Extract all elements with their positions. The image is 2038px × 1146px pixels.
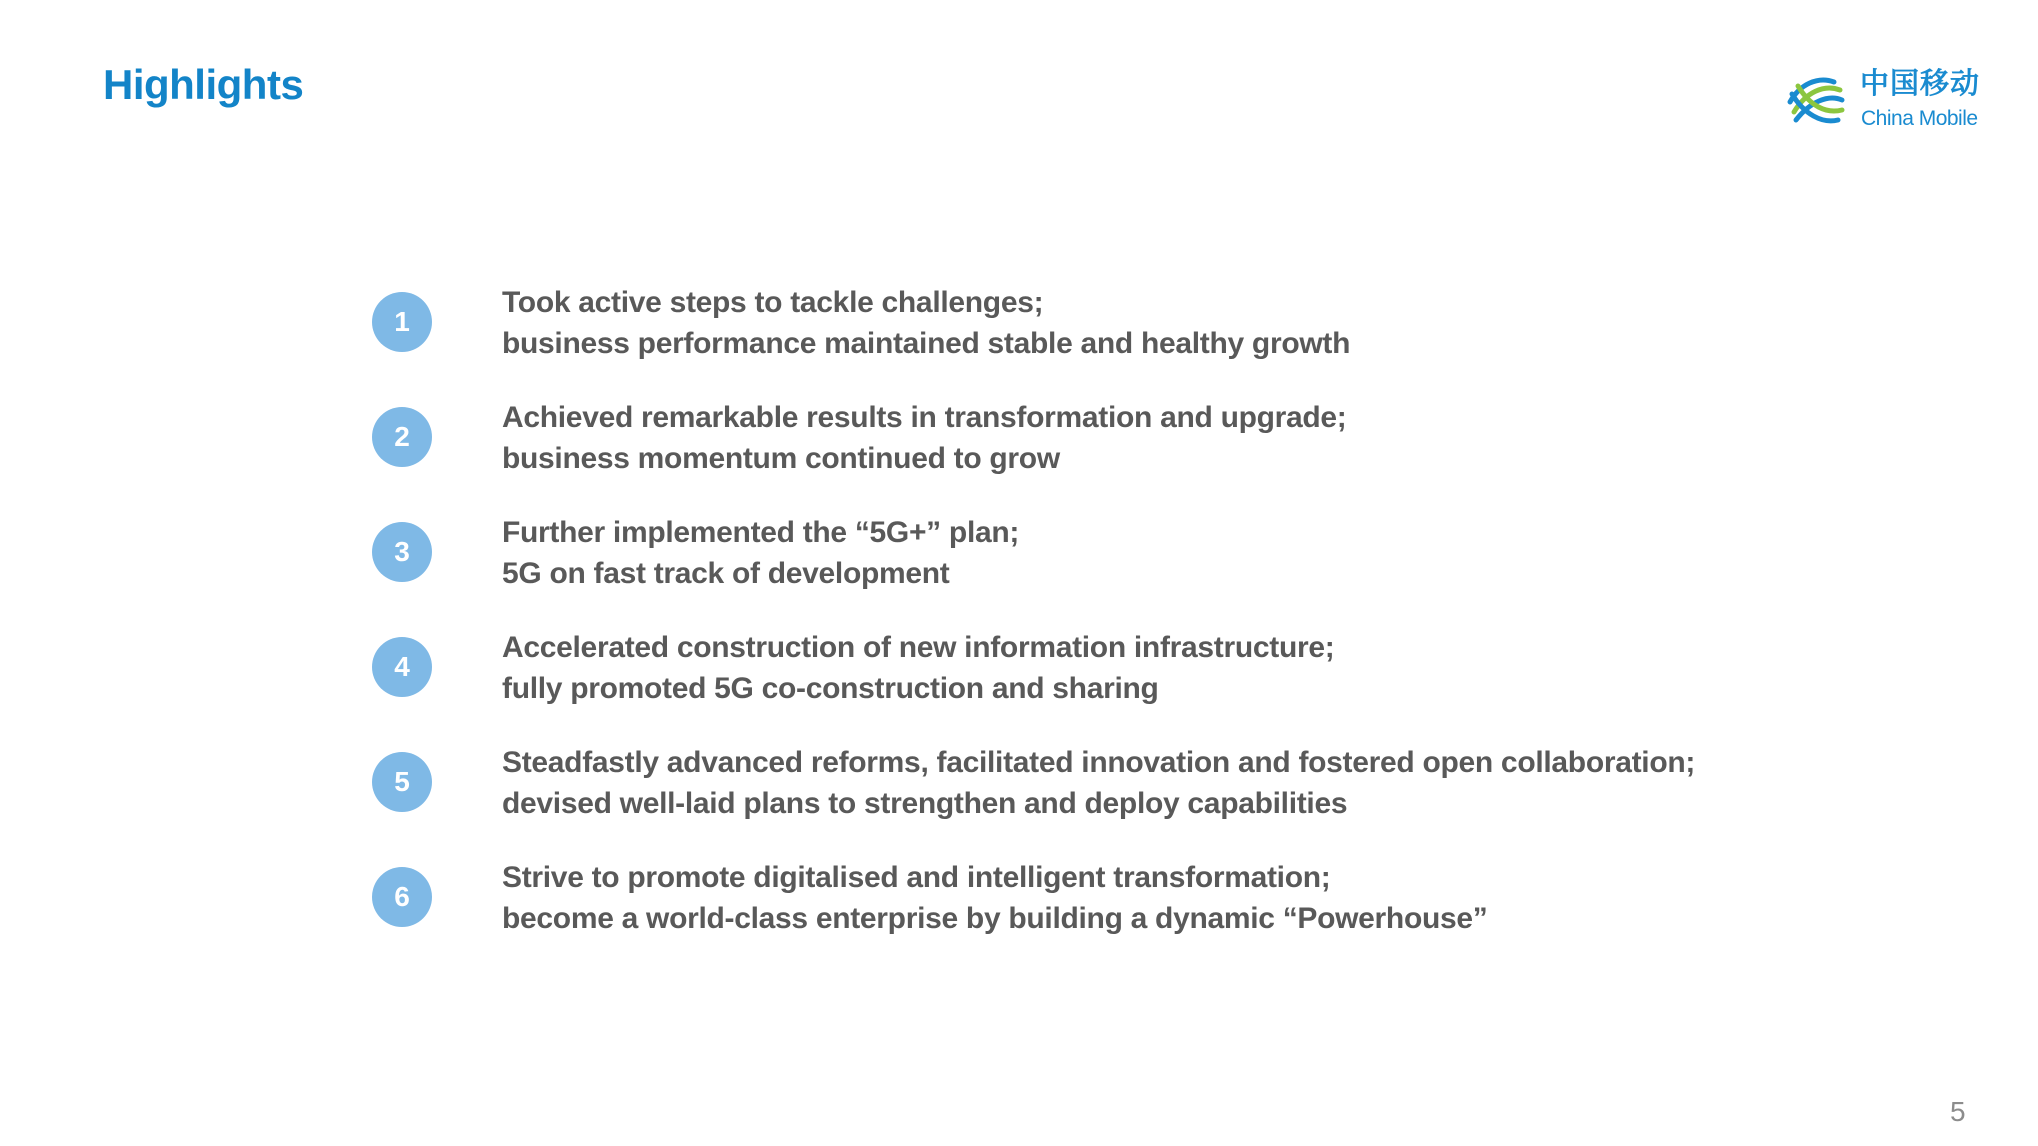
highlight-item [372, 742, 1772, 857]
highlight-line-1: Took active steps to tackle challenges; [502, 286, 1044, 319]
highlights-list [372, 282, 1772, 972]
highlight-item [372, 857, 1772, 972]
china-mobile-logo-icon [1782, 68, 1848, 134]
highlight-item [372, 627, 1772, 742]
number-badge: 6 [372, 867, 432, 927]
highlight-line-1: Steadfastly advanced reforms, facilitated innovation and fostered open collaboration; [502, 746, 1696, 779]
highlight-text [502, 627, 1334, 709]
logo-english-text: China Mobile [1861, 107, 1978, 130]
highlight-line-1: Further implemented the “5G+” plan; [502, 516, 1020, 549]
highlight-line-1: Achieved remarkable results in transformation and upgrade; [502, 401, 1347, 434]
highlight-line-1: Strive to promote digitalised and intelligent transformation; [502, 861, 1331, 894]
highlight-line-2: become a world-class enterprise by building a dynamic “Powerhouse” [502, 902, 1488, 935]
highlight-item [372, 512, 1772, 627]
highlight-item [372, 282, 1772, 397]
page-title: Highlights [103, 61, 304, 108]
highlight-line-1: Accelerated construction of new information infrastructure; [502, 631, 1335, 664]
number-badge: 5 [372, 752, 432, 812]
number-badge: 1 [372, 292, 432, 352]
logo-chinese-text: 中国移动 [1860, 68, 1981, 100]
highlight-text [502, 397, 1347, 479]
highlight-text [502, 742, 1695, 824]
company-logo [1782, 66, 1992, 136]
number-badge: 3 [372, 522, 432, 582]
highlight-line-2: business momentum continued to grow [502, 442, 1060, 475]
highlight-text [502, 512, 1019, 594]
highlight-item [372, 397, 1772, 512]
number-badge: 4 [372, 637, 432, 697]
highlight-text [502, 282, 1350, 364]
highlight-line-2: 5G on fast track of development [502, 557, 950, 590]
page-number: 5 [1950, 1096, 1966, 1127]
highlight-line-2: devised well-laid plans to strengthen and deploy capabilities [502, 787, 1348, 820]
highlight-line-2: business performance maintained stable and healthy growth [502, 327, 1351, 360]
highlight-text [502, 857, 1487, 939]
highlight-line-2: fully promoted 5G co-construction and sharing [502, 672, 1159, 705]
number-badge: 2 [372, 407, 432, 467]
